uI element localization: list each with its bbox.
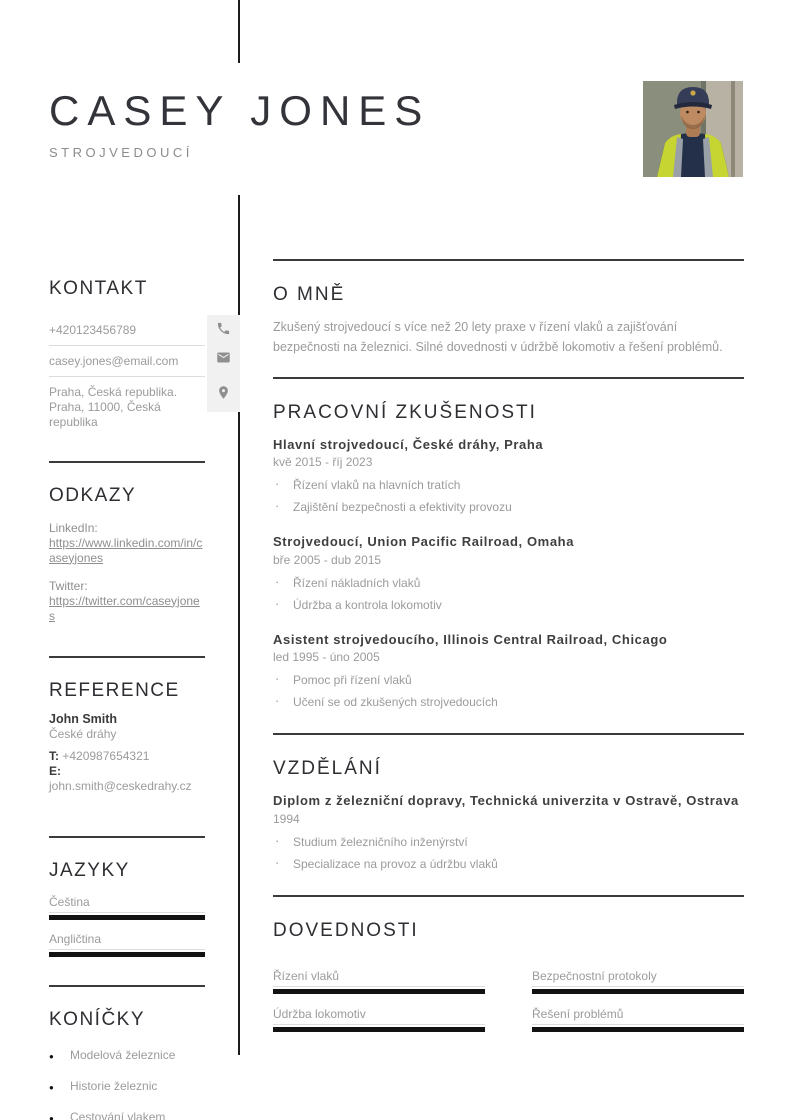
sidebar-divider <box>49 836 205 838</box>
sidebar-divider <box>49 461 205 463</box>
job-entry <box>273 437 744 515</box>
education-bullet: · Specializace na provoz a údržbu vlaků <box>273 857 744 871</box>
reference-phone-row <box>49 749 205 764</box>
skill-item <box>532 1007 744 1032</box>
link-label: LinkedIn: <box>49 520 98 535</box>
language-item <box>49 932 205 957</box>
languages-heading: JAZYKY <box>49 860 130 882</box>
hobbies-heading: KONÍČKY <box>49 1009 146 1031</box>
reference-section <box>49 680 205 795</box>
hobby-item: ● Modelová železnice <box>49 1048 205 1063</box>
job-dates: bře 2005 - dub 2015 <box>273 552 382 567</box>
skill-item <box>273 969 485 994</box>
contact-address-row <box>49 377 205 437</box>
main-column <box>273 259 744 1032</box>
experience-heading: PRACOVNÍ ZKUŠENOSTI <box>273 401 537 423</box>
education-heading: VZDĚLÁNÍ <box>273 758 382 780</box>
contact-phone-row <box>49 315 205 346</box>
hobby-item: ● Historie železnic <box>49 1079 205 1094</box>
person-name: CASEY JONES <box>49 87 431 134</box>
language-item <box>49 895 205 920</box>
language-level-bar <box>49 952 205 957</box>
location-icon <box>207 373 240 412</box>
education-bullets <box>273 835 744 871</box>
section-rule <box>273 259 744 261</box>
vertical-divider-top <box>238 0 240 63</box>
education-entry <box>273 793 744 871</box>
hobby-item: ● Cestování vlakem <box>49 1110 205 1120</box>
contact-icon-strip <box>207 315 240 412</box>
degree-title: Diplom z železniční dopravy, Technická univerzita v Ostravě, Ostrava <box>273 793 739 809</box>
twitter-link[interactable]: https://twitter.com/caseyjones <box>49 593 200 623</box>
contact-address-line1: Praha, Česká republika. <box>49 384 178 399</box>
profile-photo-illustration <box>643 81 743 177</box>
job-bullet: · Učení se od zkušených strojvedoucích <box>273 695 744 709</box>
sidebar <box>49 278 205 1120</box>
job-title: Strojvedoucí, Union Pacific Railroad, Omaha <box>273 534 575 550</box>
sidebar-divider <box>49 985 205 987</box>
job-bullets <box>273 576 744 612</box>
job-bullets <box>273 478 744 514</box>
contact-section <box>49 278 205 437</box>
skill-level-bar <box>532 1027 744 1032</box>
education-section <box>273 758 744 870</box>
skills-heading: DOVEDNOSTI <box>273 919 419 941</box>
header <box>49 88 430 160</box>
reference-phone-label: T: <box>49 749 59 764</box>
link-item-linkedin <box>49 521 205 566</box>
contact-heading: KONTAKT <box>49 278 148 299</box>
job-bullet: · Pomoc při řízení vlaků <box>273 673 744 687</box>
about-section <box>273 284 744 357</box>
about-text: Zkušený strojvedoucí s více než 20 lety praxe v řízení vlaků a zajišťování bezpečnosti na železnici. Silné dovednosti v údržbě lokomotiv a řešení problémů. <box>273 319 723 354</box>
reference-email-row <box>49 764 205 794</box>
link-item-twitter <box>49 579 205 624</box>
skill-name: Řízení vlaků <box>273 969 485 987</box>
skill-name: Bezpečnostní protokoly <box>532 969 744 987</box>
job-dates: kvě 2015 - říj 2023 <box>273 455 373 470</box>
job-bullets <box>273 673 744 709</box>
job-entry <box>273 534 744 612</box>
person-job-title: STROJVEDOUCÍ <box>49 145 193 161</box>
contact-email-row <box>49 346 205 377</box>
contact-rows <box>49 315 205 437</box>
experience-section <box>273 402 744 710</box>
contact-email: casey.jones@email.com <box>49 353 179 368</box>
skills-section <box>273 920 744 1032</box>
section-rule <box>273 377 744 379</box>
phone-icon <box>207 315 240 343</box>
skill-level-bar <box>273 1027 485 1032</box>
skills-grid <box>273 969 744 1032</box>
reference-name: John Smith <box>49 712 118 727</box>
mail-icon <box>207 343 240 373</box>
skill-name: Řešení problémů <box>532 1007 744 1025</box>
job-entry <box>273 632 744 710</box>
job-bullet: · Řízení vlaků na hlavních tratích <box>273 478 744 492</box>
reference-heading: REFERENCE <box>49 679 180 701</box>
links-list <box>49 521 205 624</box>
languages-section <box>49 860 205 957</box>
link-label: Twitter: <box>49 578 88 593</box>
linkedin-link[interactable]: https://www.linkedin.com/in/caseyjones <box>49 535 203 565</box>
language-level-bar <box>49 915 205 920</box>
education-bullet: · Studium železničního inženýrství <box>273 835 744 849</box>
reference-email-label: E: <box>49 764 61 779</box>
links-section <box>49 485 205 624</box>
skill-level-bar <box>273 989 485 994</box>
skill-name: Údržba lokomotiv <box>273 1007 485 1025</box>
contact-address-line2: Praha, 11000, Česká republika <box>49 399 161 429</box>
job-bullet: · Údržba a kontrola lokomotiv <box>273 598 744 612</box>
reference-company: České dráhy <box>49 727 117 742</box>
job-title: Asistent strojvedoucího, Illinois Central Railroad, Chicago <box>273 631 668 647</box>
job-dates: led 1995 - úno 2005 <box>273 650 380 665</box>
reference-phone: +420987654321 <box>62 749 150 764</box>
hobbies-section <box>49 1009 205 1120</box>
hobbies-list <box>49 1048 205 1120</box>
skill-level-bar <box>532 989 744 994</box>
section-rule <box>273 895 744 897</box>
job-title: Hlavní strojvedoucí, České dráhy, Praha <box>273 436 544 452</box>
reference-email: john.smith@ceskedrahy.cz <box>49 779 192 794</box>
profile-photo <box>643 81 743 177</box>
job-bullet: · Zajištění bezpečnosti a efektivity provozu <box>273 500 744 514</box>
skill-item <box>273 1007 485 1032</box>
skill-item <box>532 969 744 994</box>
job-bullet: · Řízení nákladních vlaků <box>273 576 744 590</box>
language-name: Čeština <box>49 895 205 913</box>
degree-dates: 1994 <box>273 811 300 826</box>
section-rule <box>273 733 744 735</box>
links-heading: ODKAZY <box>49 484 137 506</box>
about-heading: O MNĚ <box>273 284 346 305</box>
sidebar-divider <box>49 656 205 658</box>
language-name: Angličtina <box>49 932 205 950</box>
contact-phone: +420123456789 <box>49 322 137 337</box>
